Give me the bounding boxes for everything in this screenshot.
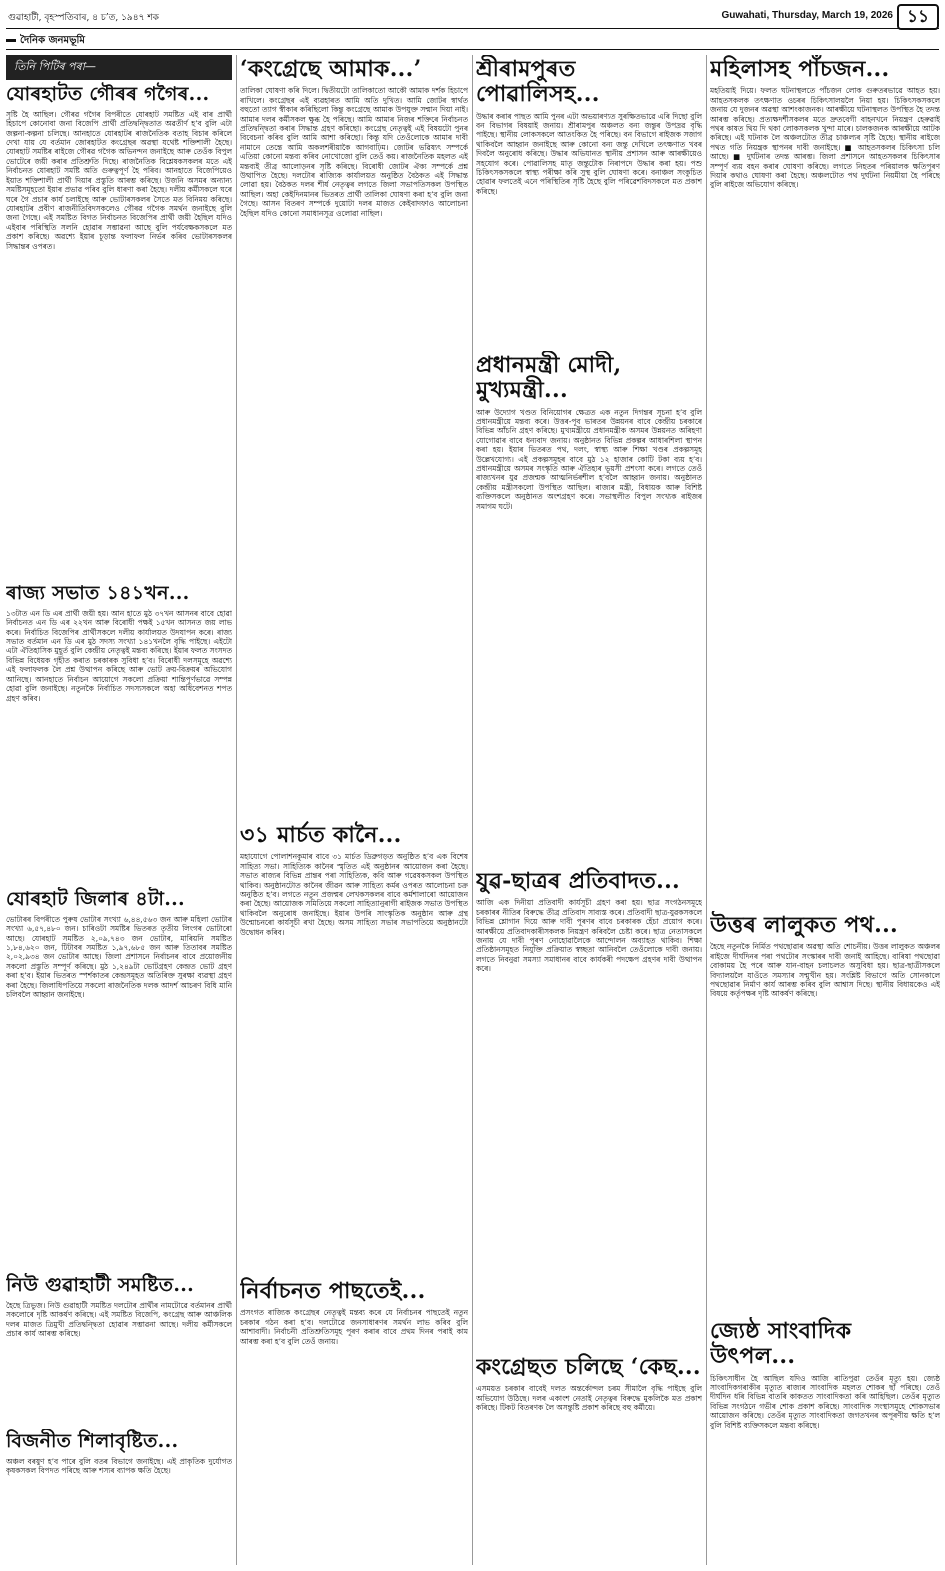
story-north-lalukot-road [710,911,940,1311]
story-body: উদ্ধাৰ কৰাৰ পাছত আমি পুনৰ এটা অভয়াৰণ্যত সুৰক্ষিতভাৱে এৰি দিছো বুলি বন বিভাগৰ বিষয়াই জনায়। শ্ৰীৰামপুৰ অঞ্চলত বন্য জন্তুৰ উপদ্ৰৱ বৃদ্ধি পাইছে। স্থানীয় লোকসকলে আতংকিত হৈ পৰিছে। বন বিভাগে ৰাইজক সজাগ থাকিবলৈ আহ্বান জনাইছে আৰু কোনো বন্য জন্তু দেখিলে তৎক্ষণাত খবৰ দিবলৈ অনুৰোধ কৰিছে। উদ্ধাৰ অভিযানত স্থানীয় প্ৰশাসন আৰু আৰক্ষীয়েও সহযোগ কৰে। পোৱালিসহ মাতৃ জন্তুটোক নিৰাপদে উদ্ধাৰ কৰা হয়। পশু চিকিৎসকসকলে স্বাস্থ্য পৰীক্ষা কৰি সুস্থ বুলি ঘোষণা কৰে। বনাঞ্চল সংকুচিত হোৱাৰ ফলতেই এনে পৰিস্থিতিৰ সৃষ্টি হৈছে বুলি পৰিৱেশবিদসকলে মত প্ৰকাশ কৰিছে। [476,111,702,196]
column-1 [6,55,232,1565]
story-body: হৈছে ত্ৰিভুজ। নিউ গুৱাহাটী সমষ্টিত দলটোৰ প্ৰাৰ্থীৰ নামটোৱে বৰ্তমানৰ প্ৰাৰ্থী সকলোৰে দৃষ্টি আকৰ্ষণ কৰিছে। এই সমষ্টিত বিজেপি, কংগ্ৰেছ আৰু আঞ্চলিক দলৰ মাজত ত্ৰিমুখী প্ৰতিদ্বন্দ্বিতা হোৱাৰ সম্ভাৱনা আছে। দলীয় কৰ্মীসকলে প্ৰচাৰ কাৰ্য আৰম্ভ কৰিছে। [6,1300,232,1339]
story-body: ১৩টাত এন ডি এৰ প্ৰাৰ্থী জয়ী হয়। আন হাতে মুঠ ৩৭খন আসনৰ বাবে হোৱা নিৰ্বাচনত এন ডি এৰ ২২খন আৰু বিৰোধী পক্ষই ১৫খন আসনত জয় লাভ কৰে। নিৰ্বাচিত বিজেপিৰ প্ৰাৰ্থীসকলে দলীয় কাৰ্যালয়ত উদযাপন কৰে। ৰাজ্য সভাত বৰ্তমান এন ডি এৰ মুঠ সদস্য সংখ্যা ১৪১খনলৈ বৃদ্ধি পাইছে। এইটো এটা ঐতিহাসিক মুহূৰ্ত বুলি কেন্দ্ৰীয় নেতৃত্বই মন্তব্য কৰিছে। ইয়াৰ ফলত সংসদত বিভিন্ন বিধেয়ক গৃহীত কৰাত চৰকাৰক সুবিধা হ’ব। বিৰোধী দলসমূহে অৱশ্যে এই ফলাফলক লৈ প্ৰশ্ন উত্থাপন কৰিছে আৰু ভোট ক্ৰয়-বিক্ৰয়ৰ অভিযোগ আনিছে। আনহাতে নিৰ্বাচন আয়োগে সকলো প্ৰক্ৰিয়া শান্তিপূৰ্ণভাৱে সম্পন্ন হোৱা বুলি জনাইছে। নতুনকৈ নিৰ্বাচিত সদস্যসকলে অহা অধিবেশনত শপত গ্ৰহণ কৰিব। [6,608,232,703]
story-srirampur [476,55,702,345]
paper-name [6,33,85,50]
column-divider [472,55,473,1565]
story-body: ভোটাৰৰ বিপৰীতে পুৰুষ ভোটাৰ সংখ্যা ৬,৪৪,৫৬৩ জন আৰু মহিলা ভোটাৰ সংখ্যা ৬,৫৭,৪৮০ জন। চাৰিওটা সমষ্টিৰ ভিতৰত তৃতীয় লিংগৰ ভোটাৰো আছে। যোৰহাট সমষ্টিত ২,০৯,৭৪৩ জন ভোটাৰ, মাৰিয়নি সমষ্টিত ১,৮৪,৬২০ জন, টিটাবৰ সমষ্টিত ১,৯৭,৬৮৫ জন আৰু তিতাবৰ সমষ্টিত ২,০২,৯৩৪ জন ভোটাৰ আছে। জিলা প্ৰশাসনে নিৰ্বাচনৰ বাবে প্ৰয়োজনীয় সকলো প্ৰস্তুতি সম্পূৰ্ণ কৰিছে। মুঠ ১,২৪৯টা ভোটগ্ৰহণ কেন্দ্ৰত ভোট গ্ৰহণ কৰা হ’ব। ইয়াৰ ভিতৰত স্পৰ্শকাতৰ কেন্দ্ৰসমূহত অতিৰিক্ত সুৰক্ষা ব্যৱস্থা গ্ৰহণ কৰা হৈছে। জিলাধিপতিয়ে সকলো ৰাজনৈতিক দলক আদৰ্শ আচৰণ বিধি মানি চলিবলৈ আহ্বান জনাইছে। [6,914,232,1000]
story-headline[interactable]: মহিলাসহ পাঁচজন... [710,56,890,82]
story-headline[interactable]: প্ৰধানমন্ত্ৰী মোদী, মুখ্যমন্ত্ৰী... [476,352,622,404]
story-headline[interactable]: যুৱ-ছাত্ৰৰ প্ৰতিবাদত... [476,868,680,894]
story-body: চিকিৎসাধীন হৈ আছিল যদিও আজি ৰাতিপুৱা তেওঁৰ মৃত্যু হয়। জ্যেষ্ঠ সাংবাদিকগৰাকীৰ মৃত্যুত ৰাজ্যৰ সাংবাদিক মহলত শোকৰ ছাঁ পৰিছে। তেওঁ দীৰ্ঘদিন ধৰি বিভিন্ন বাতৰি কাকতত সাংবাদিকতা কৰি আহিছিল। তেওঁৰ মৃত্যুত বিভিন্ন সংগঠনে গভীৰ শোক প্ৰকাশ কৰিছে। সাংবাদিক সংস্থাসমূহে শোকসভাৰ আয়োজন কৰিছে। তেওঁৰ মৃত্যুত সাংবাদিকতা জগতখনৰ অপূৰণীয় ক্ষতি হ’ল বুলি বিশিষ্ট ব্যক্তিসকলে মন্তব্য কৰিছে। [710,1373,940,1430]
story-headline[interactable]: নিউ গুৱাহাটী সমষ্টিত... [6,1274,195,1296]
story-headline[interactable]: শ্ৰীৰামপুৰত পোৱালিসহ... [476,56,600,108]
story-body: তালিকা ঘোষণা কৰি দিলে। দ্বিতীয়টো তালিকাতো আকৌ আমাক দৰ্শক হিচাপে ৰাখিলে। কংগ্ৰেছৰ এই ব্যৱহাৰত আমি অতি দুখিত। আমি জোটৰ স্বাৰ্থত বহুতো ত্যাগ স্বীকাৰ কৰিছিলো কিন্তু কংগ্ৰেছে আমাক উপযুক্ত সন্মান দিয়া নাই। আমাৰ দলৰ কৰ্মীসকল ক্ষুব্ধ হৈ পৰিছে। আমি আমাৰ নিজৰ শক্তিৰে নিৰ্বাচনত প্ৰতিদ্বন্দ্বিতা কৰাৰ সিদ্ধান্ত গ্ৰহণ কৰিছো। কংগ্ৰেছ নেতৃত্বই এই বিষয়টো পুনৰ বিবেচনা কৰিব বুলি আমি আশা কৰিছো। কিন্তু যদি তেওঁলোকে আমাৰ দাবী নামানে তেন্তে আমি অকলশৰীয়াকৈ আগবাঢ়িম। জোটৰ ভৱিষ্যৎ সম্পৰ্কে এতিয়া কোনো মন্তব্য কৰিব নোখোজো বুলি তেওঁ কয়। ৰাজনৈতিক মহলত এই মন্তব্যই তীব্ৰ আলোড়নৰ সৃষ্টি কৰিছে। বিৰোধী জোটৰ ঐক্য সম্পৰ্কে প্ৰশ্ন উত্থাপিত হৈছে। দলটোৰ ৰাজ্যিক কাৰ্যালয়ত অনুষ্ঠিত বৈঠকত এই সিদ্ধান্ত লোৱা হয়। বৈঠকত দলৰ শীৰ্ষ নেতৃত্বৰ লগতে জিলা সভাপতিসকল উপস্থিত আছিল। অহা কেইদিনমানৰ ভিতৰত প্ৰাৰ্থী তালিকা ঘোষণা কৰা হ’ব বুলি জনা গৈছে। আসন বিতৰণ সম্পৰ্কে দুয়োটা দলৰ মাজত কেইবাদফাও আলোচনা হৈছিল যদিও কোনো সমাধানসূত্ৰ ওলোৱা নাছিল। [240,86,468,218]
column-4 [710,55,940,1565]
story-headline[interactable]: নিৰ্বাচনত পাছতেই... [240,1278,426,1304]
story-headline[interactable]: যোৰহাট জিলাৰ ৪টা... [6,888,185,910]
paper-name-text: দৈনিক জনমভূমি [20,35,85,46]
column-divider [236,55,237,1565]
story-after-election [240,1277,468,1557]
story-kicker: তিনি পিটিৰ পৰা— [6,55,232,80]
story-headline[interactable]: বিজনীত শিলাবৃষ্টিত... [6,1430,179,1452]
story-new-guwahati [6,1273,232,1423]
story-body: প্ৰসংগত ৰাজ্যিক কংগ্ৰেছৰ নেতৃত্বই মন্তব্য কৰে যে নিৰ্বাচনৰ পাছতেই নতুন চৰকাৰ গঠন কৰা হ’ব। দলটোৱে জনসাধাৰণৰ সমৰ্থন লাভ কৰিব বুলি আশাবাদী। নিৰ্বাচনী প্ৰতিশ্ৰুতিসমূহ পূৰণ কৰাৰ বাবে প্ৰথম দিনৰ পৰাই কাম আৰম্ভ কৰা হ’ব বুলি তেওঁ জনায়। [240,1308,468,1346]
story-headline[interactable]: যোৰহাটত গৌৰৰ গগৈৰ... [6,83,210,105]
story-five-injured [710,55,940,905]
story-youth-protest [476,867,702,1347]
story-headline[interactable]: উত্তৰ লালুকত পথ... [710,912,898,938]
story-headline[interactable]: ‘কংগ্ৰেছে আমাক...’ [240,56,422,82]
story-body: এসময়ত চৰকাৰ বাবেই দলত অন্তৰ্কোন্দল চৰম সীমালৈ বৃদ্ধি পাইছে বুলি অভিযোগ উঠিছে। দলৰ একাংশ নেতাই নেতৃত্বৰ বিৰুদ্ধে মুকলিকৈ মত প্ৰকাশ কৰিছে। টিকট বিতৰণক লৈ অসন্তুষ্টি প্ৰকাশ কৰিছে বহু কৰ্মীয়ে। [476,1384,702,1413]
story-body: অঞ্চল বৰষুণ হ’ব পাৰে বুলি বতৰ বিভাগে জনাইছে। এই প্ৰাকৃতিক দুৰ্যোগত কৃষকসকল বিপদত পৰিছে আৰু শস্যৰ ব্যাপক ক্ষতি হৈছে। [6,1456,232,1476]
column-3 [476,55,702,1565]
story-body: মহাযোগে পোলাশনকুমাৰ বাবে ৩১ মাৰ্চত ডিব্ৰুগড়ত অনুষ্ঠিত হ’ব এক বিশেষ সাহিত্য সভা। সাহিত্যিক কানৈৰ স্মৃতিত এই অনুষ্ঠানৰ আয়োজন কৰা হৈছে। সভাত ৰাজ্যৰ বিভিন্ন প্ৰান্তৰ পৰা সাহিত্যিক, কবি আৰু গৱেষকসকল উপস্থিত থাকিব। অনুষ্ঠানটোত কানৈৰ জীৱন আৰু সাহিত্য কৰ্মৰ ওপৰত আলোচনা চক্ৰ অনুষ্ঠিত হ’ব। লগতে নতুন প্ৰজন্মৰ লেখকসকলৰ বাবে কৰ্মশালাৰো আয়োজন কৰা হৈছে। আয়োজক সমিতিয়ে সকলো সাহিত্যানুৰাগী ৰাইজক সভাত উপস্থিত থাকিবলৈ অনুৰোধ জনাইছে। ইয়াৰ উপৰি সাংস্কৃতিক অনুষ্ঠান আৰু গ্ৰন্থ উন্মোচনৰো কাৰ্যসূচী ৰখা হৈছে। অসম সাহিত্য সভাৰ সভাপতিয়ে অনুষ্ঠানটো উদ্বোধন কৰিব। [240,852,468,937]
story-body: সৃষ্টি হৈ আছিল। গৌৰৱ গগৈৰ বিপৰীতে যোৰহাট সমষ্টিত এই বাৰ প্ৰাৰ্থী হিচাপে কোনোবা জনা বিজেপি প্ৰাৰ্থী প্ৰতিদ্বন্দ্বিতাত অৱতীৰ্ণ হ’ব বুলি এটা জল্পনা-কল্পনা চলিছে। আনহাতে যোৰহাটৰ ৰাজনৈতিক বতাহ বিচাৰ কৰিলে দেখা যায় যে বৰ্তমান জোৰহাটত কংগ্ৰেছৰ অৱস্থা যথেষ্ট শক্তিশালী হৈছে। যোৰহাট সমষ্টিৰ ৰাইজে গৌৰৱ গগৈক অভিনন্দন জনাইছে আৰু তেওঁক বিপুল ভোটেৰে জয়ী কৰাৰ প্ৰতিশ্ৰুতি দিছে। ৰাজনৈতিক বিশ্লেষকসকলৰ মতে এই নিৰ্বাচনত যোৰহাট সমষ্টি অতি গুৰুত্বপূৰ্ণ হৈ পৰিব। আনহাতে বিজেপিয়েও ইয়াত শক্তিশালী প্ৰাৰ্থী দিয়াৰ প্ৰস্তুতি আৰম্ভ কৰিছে। উজনি অসমৰ অন্যান্য সমষ্টিসমূহতো ইয়াৰ প্ৰভাৱ পৰিব বুলি ধাৰণা কৰা হৈছে। দলীয় কৰ্মীসকলে ঘৰে ঘৰে গৈ প্ৰচাৰ কাৰ্য চলাইছে আৰু ভোটাৰসকলৰ সৈতে মত বিনিময় কৰিছে। যোৰহাটৰ প্ৰবীণ ৰাজনীতিবিদসকলেও গৌৰৱ গগৈক সমৰ্থন জনাইছে বুলি জনা গৈছে। এই সমষ্টিত বিগত নিৰ্বাচনত বিজেপিৰ প্ৰাৰ্থী জয়ী হৈছিল যদিও এইবাৰ পৰিস্থিতি সলনি হোৱাৰ সম্ভাৱনা আছে বুলি পৰ্যবেক্ষকসকলে মত প্ৰকাশ কৰিছে। অৱশ্যে ইয়াৰ চূড়ান্ত ফলাফল নিৰ্ভৰ কৰিব ভোটাৰসকলৰ সিদ্ধান্তৰ ওপৰত। [6,109,232,251]
page-number: ১১ [897,4,939,30]
story-pm-modi [476,351,702,861]
story-headline[interactable]: কংগ্ৰেছত চলিছে ‘কেছ... [476,1354,701,1380]
header-dateline-english: Guwahati, Thursday, March 19, 2026 [721,10,893,21]
section-rule [6,49,939,50]
story-bijni-hail [6,1429,232,1539]
story-congress-us [240,55,468,815]
story-congress-case [476,1353,702,1553]
story-headline[interactable]: ৰাজ্য সভাত ১৪১খন... [6,582,190,604]
column-2 [240,55,468,1565]
column-divider [706,55,707,1565]
story-senior-journalist [710,1317,940,1557]
story-march-31 [240,821,468,1271]
header-rule [6,28,939,29]
story-body: মহতিয়াই দিয়ে। ফলত ঘটনাস্থলতে পাঁচজন লোক গুৰুতৰভাৱে আহত হয়। আহতসকলক তৎক্ষণাত ওচৰৰ চিকিৎসালয়লৈ নিয়া হয়। চিকিৎসকসকলে জনায় যে দুজনৰ অৱস্থা আশংকাজনক। আৰক্ষীয়ে ঘটনাস্থলত উপস্থিত হৈ তদন্ত আৰম্ভ কৰিছে। প্ৰত্যক্ষদৰ্শীসকলৰ মতে দ্ৰুতবেগী বাহনখনে নিয়ন্ত্ৰণ হেৰুৱাই পথৰ কাষত থিয় দি থকা লোকসকলক খুন্দা মাৰে। চালকজনক আৰক্ষীয়ে আটক কৰিছে। এই ঘটনাক লৈ অঞ্চলটোত তীব্ৰ চাঞ্চল্যৰ সৃষ্টি হৈছে। স্থানীয় ৰাইজে পথত গতি নিয়ন্ত্ৰক স্থাপনৰ দাবী জনাইছে। ■ আহতসকলৰ চিকিৎসা চলি আছে। ■ দুৰ্ঘটনাৰ তদন্ত আৰম্ভ। জিলা প্ৰশাসনে আহতসকলৰ চিকিৎসাৰ সম্পূৰ্ণ ব্যয় বহন কৰাৰ ঘোষণা কৰিছে। লগতে নিহতৰ পৰিয়ালক ক্ষতিপূৰণ দিয়াৰ কথাও ঘোষণা কৰা হৈছে। অঞ্চলটোত পথ দুৰ্ঘটনা নিয়মীয়া হৈ পৰিছে বুলি ৰাইজে অভিযোগ কৰিছে। [710,86,940,190]
story-body: আজি এক দিনীয়া প্ৰতিবাদী কাৰ্যসূচী গ্ৰহণ কৰা হয়। ছাত্ৰ সংগঠনসমূহে চৰকাৰৰ নীতিৰ বিৰুদ্ধে তীব্ৰ প্ৰতিবাদ সাব্যস্ত কৰে। প্ৰতিবাদী ছাত্ৰ-যুৱকসকলে বিভিন্ন শ্লোগান দিয়ে আৰু দাবী পূৰণৰ বাবে চৰকাৰক হেঁচা প্ৰয়োগ কৰে। আৰক্ষীয়ে প্ৰতিবাদকাৰীসকলক নিয়ন্ত্ৰণ কৰিবলৈ চেষ্টা কৰে। ছাত্ৰ নেতাসকলে জনায় যে দাবী পূৰণ নোহোৱালৈকে আন্দোলন অব্যাহত থাকিব। শিক্ষা প্ৰতিষ্ঠানসমূহত নিযুক্তি প্ৰক্ৰিয়াত স্বচ্ছতা আনিবলৈ তেওঁলোকে দাবী জনায়। লগতে নিবনুৱা সমস্যা সমাধানৰ বাবে কাৰ্যকৰী পদক্ষেপ গ্ৰহণৰ দাবী উত্থাপন কৰে। [476,898,702,974]
page-header [6,4,939,26]
story-jorhat-district [6,887,232,1267]
story-body: হৈছে নতুনকৈ নিৰ্মিত পথছোৱাৰ অৱস্থা অতি শোচনীয়। উত্তৰ লালুকত অঞ্চলৰ ৰাইজে দীৰ্ঘদিনৰ পৰা পথটোৰ সংস্কাৰৰ দাবী জনাই আহিছে। বাৰিষা পথছোৱা বোকাময় হৈ পৰে আৰু যান-বাহন চলাচলত অসুবিধা হয়। ছাত্ৰ-ছাত্ৰীসকলে বিদ্যালয়লৈ যাওঁতে সমস্যাৰ সন্মুখীন হয়। সংশ্লিষ্ট বিভাগে অতি সোনকালে পথছোৱাৰ নিৰ্মাণ কাৰ্য আৰম্ভ কৰিব বুলি আশ্বাস দিছে। স্থানীয় বিধায়কেও এই বিষয়ে কৰ্তৃপক্ষৰ দৃষ্টি আকৰ্ষণ কৰিছে। [710,942,940,999]
story-rajya-sabha [6,581,232,881]
story-headline[interactable]: ৩১ মাৰ্চত কানৈ... [240,822,402,848]
story-headline[interactable]: জ্যেষ্ঠ সাংবাদিক উৎপল... [710,1318,852,1370]
story-body: আৰু উদ্যোগ খণ্ডত বিনিয়োগৰ ক্ষেত্ৰত এক নতুন দিগন্তৰ সূচনা হ’ব বুলি প্ৰধানমন্ত্ৰীয়ে মন্তব্য কৰে। উত্তৰ-পূব ভাৰতৰ উন্নয়নৰ বাবে কেন্দ্ৰীয় চৰকাৰে বিভিন্ন আঁচনি গ্ৰহণ কৰিছে। মুখ্যমন্ত্ৰীয়ে প্ৰধানমন্ত্ৰীক অসমৰ উন্নয়নত অৰিহণা যোগোৱাৰ বাবে ধন্যবাদ জনায়। অনুষ্ঠানত বিভিন্ন প্ৰকল্পৰ আধাৰশিলা স্থাপন কৰা হয়। ইয়াৰ ভিতৰত পথ, দলং, স্বাস্থ্য আৰু শিক্ষা খণ্ডৰ প্ৰকল্পসমূহ উল্লেখযোগ্য। এই প্ৰকল্পসমূহৰ বাবে মুঠ ১২ হাজাৰ কোটি টকা ব্যয় হ’ব। প্ৰধানমন্ত্ৰীয়ে অসমৰ সংস্কৃতি আৰু ঐতিহ্যৰ ভূয়সী প্ৰশংসা কৰে। লগতে তেওঁ ৰাজ্যখনৰ যুৱ প্ৰজন্মক আত্মনিৰ্ভৰশীল হ’বলৈ আহ্বান জনায়। অনুষ্ঠানত কেন্দ্ৰীয় মন্ত্ৰীসকলো উপস্থিত আছিল। ৰাজ্যৰ মন্ত্ৰী, বিধায়ক আৰু বিশিষ্ট ব্যক্তিসকলে অনুষ্ঠানত অংশগ্ৰহণ কৰে। সভাস্থলীত বিপুল সংখ্যক ৰাইজৰ সমাগম ঘটে। [476,407,702,511]
header-dateline-assamese: গুৱাহাটী, বৃহস্পতিবাৰ, ৪ চ’ত, ১৯৪৭ শক [8,13,159,23]
story-jorhat-gaurav [6,55,232,575]
